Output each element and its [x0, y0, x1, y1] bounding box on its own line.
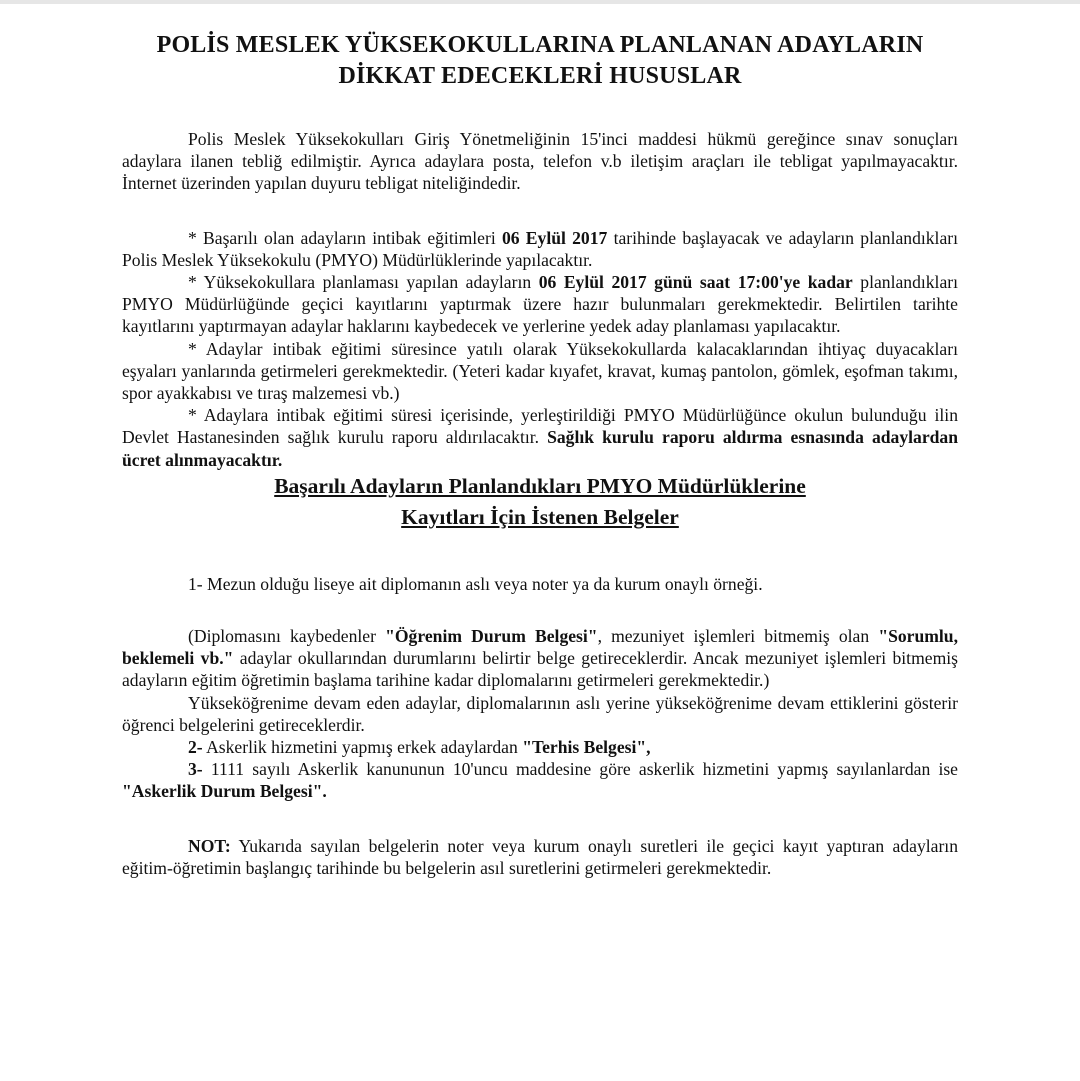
document-item-3-number: 3-	[188, 759, 203, 780]
diploma-note-text-c: adaylar okullarından durumlarını belirtir belge getireceklerdir. Ancak mezuniyet işlemleri bitmemiş adayların eğitim öğretimin başlama tarihine kadar diplomalarını getirmeleri gerekmektedir.)	[122, 648, 958, 691]
item-1-date: 06 Eylül 2017	[501, 227, 608, 248]
diploma-note-bold-1: "Öğrenim Durum Belgesi"	[385, 626, 598, 647]
item-2-text-a: * Yüksekokullara planlaması yapılan adayların	[188, 272, 539, 293]
subtitle-line-2: Kayıtları İçin İstenen Belgeler	[401, 504, 679, 529]
item-1-paragraph	[122, 227, 958, 271]
item-2-text-b: planlandıkları PMYO Müdürlüğünde geçici kayıtlarını yaptırmak üzere hazır bulunmaları gerekmektedir. Belirtilen tarihte kayıtlarını yaptırmayan adaylar haklarını kaybedecek ve yerlerine yedek aday planlaması yapılacaktır.	[122, 272, 958, 337]
diploma-note-text-a: (Diplomasını kaybedenler	[188, 626, 386, 647]
top-border	[0, 0, 1080, 4]
higher-education-note: Yükseköğrenime devam eden adaylar, diplomalarının aslı yerine yükseköğrenime devam ettiklerini gösterir öğrenci belgelerini getireceklerdir.	[122, 692, 958, 735]
item-4-text-a: * Adaylara intibak eğitimi süresi içerisinde, yerleştirildiği PMYO Müdürlüğünce okulun bulunduğu ilin Devlet Hastanesinden sağlık kurulu raporu aldırılacaktır.	[122, 405, 958, 448]
subtitle-line-1: Başarılı Adayların Planlandıkları PMYO Müdürlüklerine	[274, 473, 806, 498]
item-4-bold-text: Sağlık kurulu raporu aldırma esnasında adaylardan ücret alınmayacaktır.	[122, 427, 958, 470]
title-line-1: POLİS MESLEK YÜKSEKOKULLARINA PLANLANAN ADAYLARIN	[156, 32, 924, 58]
item-1-text-a: * Başarılı olan adayların intibak eğitimleri	[188, 227, 502, 248]
title-line-2: DİKKAT EDECEKLERİ HUSUSLAR	[338, 63, 742, 89]
document-item-1: 1- Mezun olduğu liseye ait diplomanın aslı veya noter ya da kurum onaylı örneği.	[188, 573, 763, 594]
document-item-2-number: 2-	[188, 737, 203, 758]
document-title	[122, 30, 958, 92]
final-note-paragraph	[122, 835, 958, 879]
document-item-3-bold: "Askerlik Durum Belgesi".	[122, 781, 327, 802]
item-2-paragraph	[122, 271, 958, 338]
intro-paragraph: Polis Meslek Yüksekokulları Giriş Yönetmeliğinin 15'inci maddesi hükmü gereğince sınav sonuçları adaylara ilanen tebliğ edilmiştir. Ayrıca adaylara posta, telefon v.b iletişim araçları ile tebligat yapılmayacaktır. İnternet üzerinden yapılan duyuru tebligat niteliğindedir.	[122, 129, 958, 194]
final-note-label: NOT:	[188, 835, 231, 856]
diploma-note-bold-2: "Sorumlu, beklemeli vb."	[122, 626, 958, 669]
item-1-text-b: tarihinde başlayacak ve adayların planlandıkları Polis Meslek Yüksekokulu (PMYO) Müdürlüklerinde yapılacaktır.	[122, 227, 958, 270]
document-item-3-text: 1111 sayılı Askerlik kanununun 10'uncu maddesine göre askerlik hizmetini yapmış sayılanlardan ise	[202, 759, 958, 780]
final-note-text: Yukarıda sayılan belgelerin noter veya kurum onaylı suretleri ile geçici kayıt yaptıran adayların eğitim-öğretimin başlangıç tarihinde bu belgelerin asıl suretlerini getirmeleri gerekmektedir.	[122, 835, 958, 878]
document-item-2-text: Askerlik hizmetini yapmış erkek adaylardan	[202, 737, 523, 758]
diploma-note-text-b: , mezuniyet işlemleri bitmemiş olan	[597, 626, 879, 647]
document-item-2	[122, 736, 958, 758]
diploma-note-paragraph	[122, 625, 958, 692]
document-item-3	[122, 758, 958, 802]
item-2-deadline: 06 Eylül 2017 günü saat 17:00'ye kadar	[538, 272, 853, 293]
item-3-paragraph: * Adaylar intibak eğitimi süresince yatılı olarak Yüksekokullarda kalacaklarından ihtiyaç duyacakları eşyaları yanlarında getirmeleri gerekmektedir. (Yeteri kadar kıyafet, kravat, kumaş pantolon, gömlek, eşofman takımı, spor ayakkabısı ve tıraş malzemesi vb.)	[122, 338, 958, 404]
item-4-paragraph	[122, 404, 958, 471]
documents-section-title	[122, 471, 958, 533]
document-item-2-bold: "Terhis Belgesi",	[522, 737, 651, 758]
